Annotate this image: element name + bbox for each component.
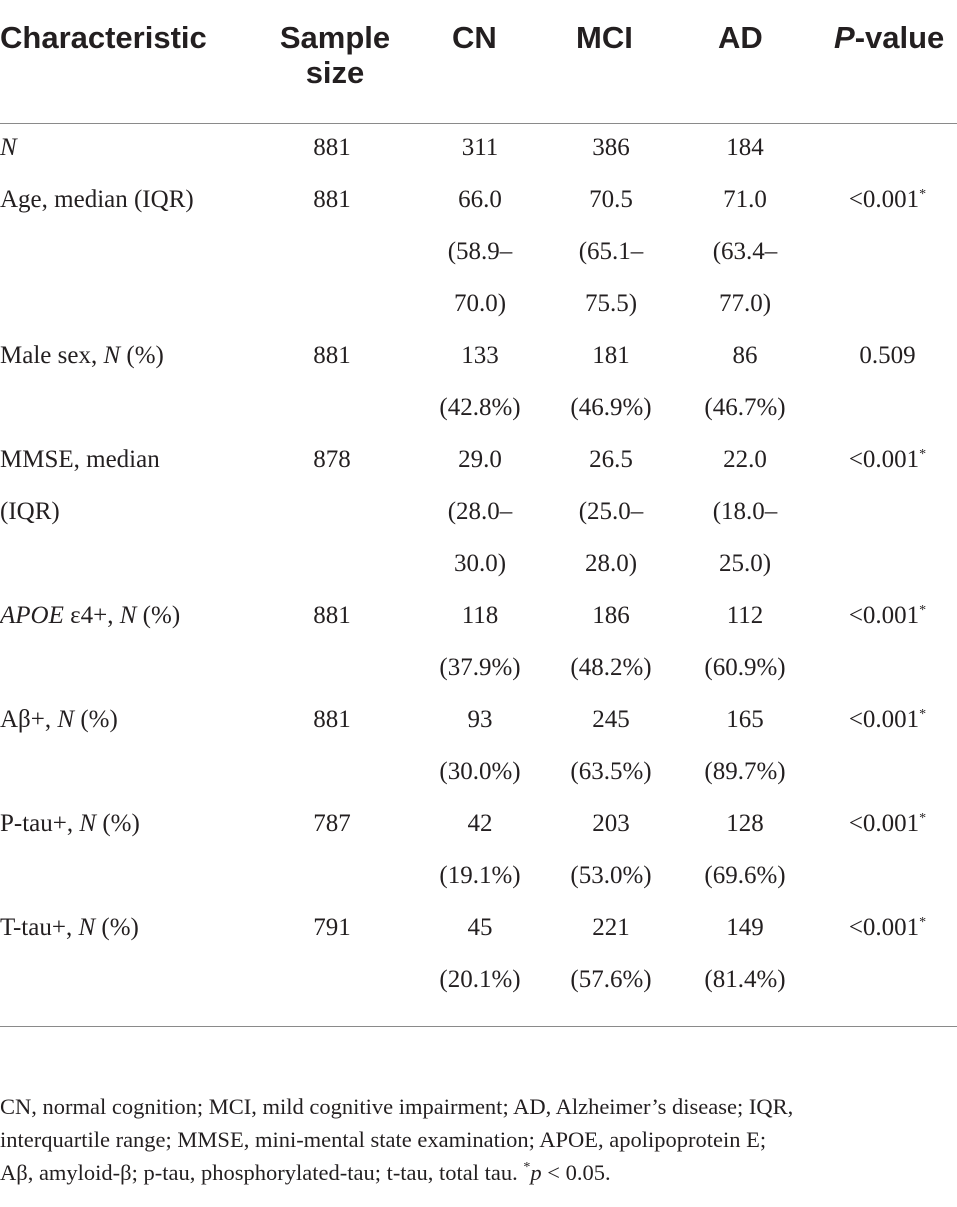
- sample-size-cell: 878: [313, 446, 351, 473]
- cn-range-end: 30.0): [453, 550, 507, 577]
- ad-range-start: (18.0–: [712, 498, 778, 525]
- p-value: <0.001: [848, 602, 920, 629]
- sample-size-cell: 881: [313, 602, 351, 629]
- row-label: [0, 902, 240, 954]
- p-value-cell: [818, 590, 957, 642]
- ad-cell: [685, 798, 805, 902]
- significance-marker: *: [919, 707, 927, 722]
- label-line1: MMSE, median: [0, 446, 160, 473]
- label-italic: N: [119, 602, 137, 629]
- significance-marker: *: [919, 187, 927, 202]
- label-text: (%): [120, 342, 164, 369]
- ad-percent: (69.6%): [704, 862, 786, 889]
- cn-value: 66.0: [458, 186, 502, 213]
- cn-cell: 311: [461, 134, 499, 161]
- ad-value: 71.0: [723, 186, 767, 213]
- header-cn: CN: [452, 20, 497, 55]
- row-label: [0, 330, 240, 382]
- cn-cell: [420, 590, 540, 694]
- ad-count: 165: [726, 706, 764, 733]
- ad-percent: (46.7%): [704, 394, 786, 421]
- mci-cell: [551, 434, 671, 590]
- cn-count: 133: [461, 342, 499, 369]
- ad-count: 128: [726, 810, 764, 837]
- cn-percent: (42.8%): [439, 394, 521, 421]
- header-characteristic: Characteristic: [0, 20, 207, 55]
- mci-range-start: (25.0–: [578, 498, 644, 525]
- mci-cell: [551, 174, 671, 330]
- label-line2: (IQR): [0, 498, 60, 525]
- label-text: Male sex,: [0, 342, 104, 369]
- ad-cell: [685, 902, 805, 1006]
- p-value: <0.001: [848, 914, 920, 941]
- cn-percent: (19.1%): [439, 862, 521, 889]
- significance-marker: *: [919, 915, 927, 930]
- label-text: P-tau+,: [0, 810, 80, 837]
- header-sample-size-line2: size: [305, 55, 365, 90]
- cn-count: 42: [467, 810, 493, 837]
- mci-count: 245: [592, 706, 630, 733]
- p-value: 0.509: [859, 342, 916, 369]
- ad-value: 22.0: [723, 446, 767, 473]
- row-label: [0, 694, 240, 746]
- significance-marker: *: [523, 1160, 531, 1175]
- row-label: [0, 798, 240, 850]
- cn-cell: [420, 902, 540, 1006]
- sample-size-cell: 787: [313, 810, 351, 837]
- ad-cell: 184: [726, 134, 764, 161]
- cn-cell: [420, 694, 540, 798]
- p-value-cell: [818, 330, 957, 382]
- label-italic: N: [78, 914, 96, 941]
- p-value-cell: [818, 434, 957, 486]
- cn-count: 118: [461, 602, 499, 629]
- ad-cell: [685, 590, 805, 694]
- significance-marker: *: [919, 447, 927, 462]
- row-label: [0, 434, 240, 538]
- mci-count: 186: [592, 602, 630, 629]
- sample-size-cell: 881: [313, 706, 351, 733]
- mci-range-end: 28.0): [584, 550, 638, 577]
- p-value-cell: [818, 174, 957, 226]
- footnote-line1: CN, normal cognition; MCI, mild cognitive impairment; AD, Alzheimer’s disease; IQR,: [0, 1094, 794, 1119]
- mci-value: 70.5: [589, 186, 633, 213]
- mci-range-end: 75.5): [584, 290, 638, 317]
- mci-range-start: (65.1–: [578, 238, 644, 265]
- label-italic: N: [103, 342, 121, 369]
- sample-size-cell: 791: [313, 914, 351, 941]
- cn-cell: [420, 330, 540, 434]
- cn-count: 45: [467, 914, 493, 941]
- mci-cell: [551, 590, 671, 694]
- p-value: <0.001: [848, 186, 920, 213]
- label-italic: APOE: [0, 602, 64, 629]
- ad-percent: (81.4%): [704, 966, 786, 993]
- cn-cell: [420, 798, 540, 902]
- sample-size-cell: 881: [313, 134, 351, 161]
- footnote-threshold: < 0.05.: [541, 1160, 611, 1185]
- ad-count: 149: [726, 914, 764, 941]
- label-italic: N: [57, 706, 75, 733]
- label-text: Aβ+,: [0, 706, 58, 733]
- footnote-line3: [0, 1156, 957, 1189]
- footnote-text: Aβ, amyloid-β; p-tau, phosphorylated-tau; t-tau, total tau.: [0, 1160, 524, 1185]
- ad-range-start: (63.4–: [712, 238, 778, 265]
- header-sample-size-line1: Sample: [279, 20, 391, 55]
- label-text: ε4+,: [63, 602, 120, 629]
- ad-count: 112: [726, 602, 764, 629]
- ad-range-end: 77.0): [718, 290, 772, 317]
- row-label: N: [0, 134, 17, 161]
- mci-percent: (63.5%): [570, 758, 652, 785]
- ad-cell: [685, 174, 805, 330]
- significance-marker: *: [919, 603, 927, 618]
- mci-value: 26.5: [589, 446, 633, 473]
- cn-range-start: (28.0–: [447, 498, 513, 525]
- cn-value: 29.0: [458, 446, 502, 473]
- mci-percent: (46.9%): [570, 394, 652, 421]
- header-p-rest: -value: [854, 20, 945, 55]
- label-text: (%): [96, 810, 140, 837]
- ad-percent: (89.7%): [704, 758, 786, 785]
- p-value-cell: [818, 694, 957, 746]
- mci-cell: [551, 330, 671, 434]
- header-p-italic: P: [834, 20, 855, 55]
- cn-percent: (20.1%): [439, 966, 521, 993]
- cn-cell: [420, 174, 540, 330]
- cn-percent: (30.0%): [439, 758, 521, 785]
- label-text: (%): [74, 706, 118, 733]
- ad-count: 86: [732, 342, 758, 369]
- ad-cell: [685, 330, 805, 434]
- cn-range-end: 70.0): [453, 290, 507, 317]
- cn-cell: [420, 434, 540, 590]
- mci-cell: [551, 902, 671, 1006]
- mci-cell: [551, 798, 671, 902]
- ad-cell: [685, 434, 805, 590]
- mci-percent: (53.0%): [570, 862, 652, 889]
- footnote-line2: interquartile range; MMSE, mini-mental state examination; APOE, apolipoprotein E;: [0, 1127, 767, 1152]
- row-label: Age, median (IQR): [0, 186, 194, 213]
- mci-count: 221: [592, 914, 630, 941]
- cn-range-start: (58.9–: [447, 238, 513, 265]
- mci-count: 203: [592, 810, 630, 837]
- p-value: <0.001: [848, 810, 920, 837]
- header-ad: AD: [718, 20, 763, 55]
- label-italic: N: [79, 810, 97, 837]
- ad-cell: [685, 694, 805, 798]
- ad-percent: (60.9%): [704, 654, 786, 681]
- p-value: <0.001: [848, 706, 920, 733]
- label-text: (%): [136, 602, 181, 629]
- cn-percent: (37.9%): [439, 654, 521, 681]
- mci-cell: 386: [592, 134, 630, 161]
- p-value: <0.001: [848, 446, 920, 473]
- mci-percent: (48.2%): [570, 654, 652, 681]
- p-value-cell: [818, 902, 957, 954]
- table-footnote: [0, 1090, 957, 1189]
- significance-marker: *: [919, 811, 927, 826]
- label-text: T-tau+,: [0, 914, 79, 941]
- mci-cell: [551, 694, 671, 798]
- header-sample-size: [278, 20, 392, 90]
- table-bottom-rule: [0, 1026, 957, 1027]
- row-label: [0, 590, 240, 642]
- mci-count: 181: [592, 342, 630, 369]
- mci-percent: (57.6%): [570, 966, 652, 993]
- header-p-value: [834, 20, 944, 55]
- p-value-cell: [818, 798, 957, 850]
- header-mci: MCI: [576, 20, 633, 55]
- ad-range-end: 25.0): [718, 550, 772, 577]
- sample-size-cell: 881: [313, 342, 351, 369]
- label-text: (%): [95, 914, 139, 941]
- cn-count: 93: [467, 706, 493, 733]
- sample-size-cell: 881: [313, 186, 351, 213]
- footnote-p-italic: p: [530, 1160, 542, 1185]
